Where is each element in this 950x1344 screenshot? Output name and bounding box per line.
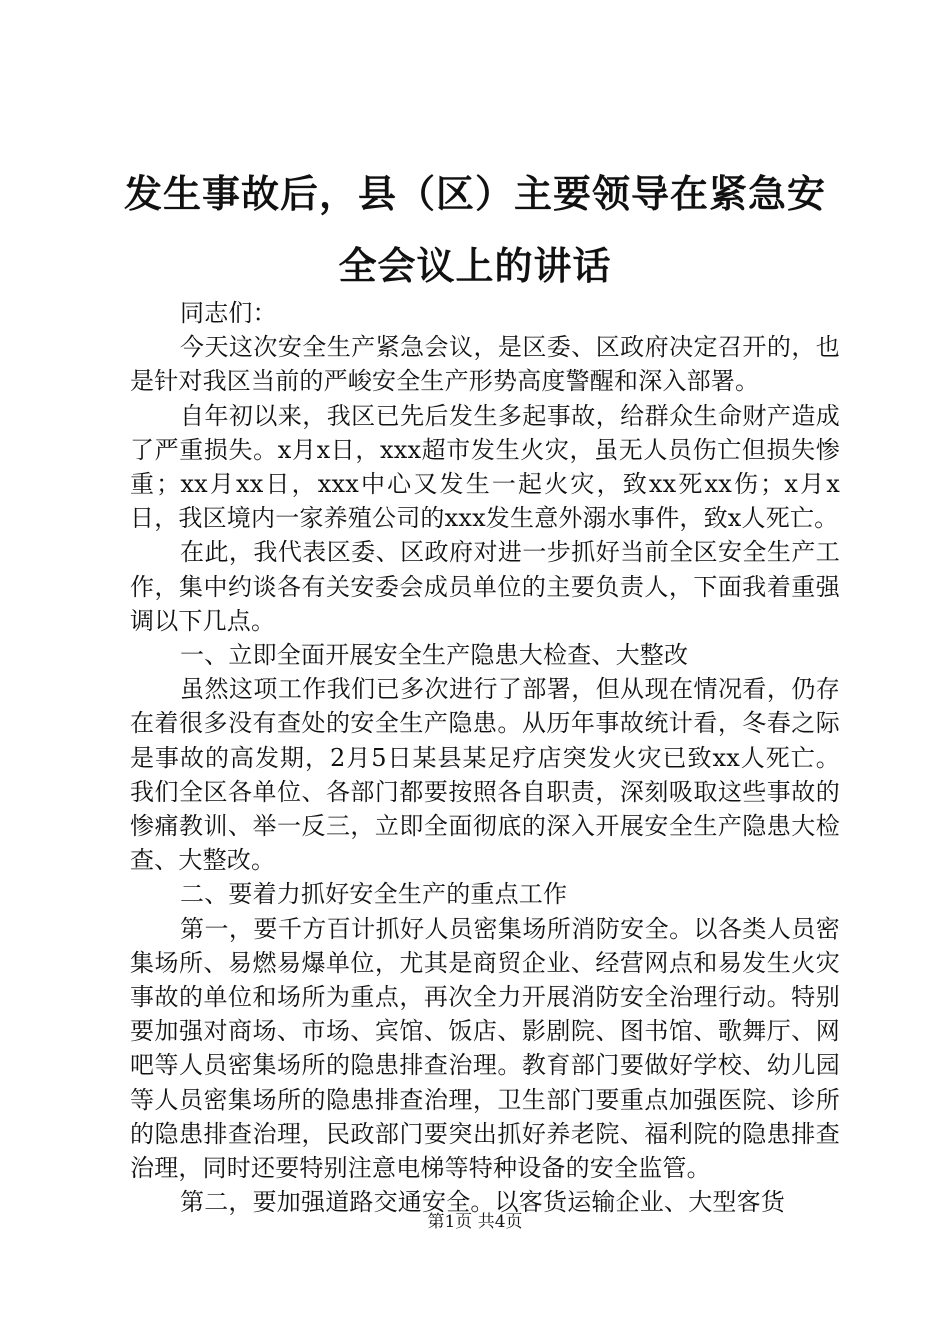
salutation: 同志们： <box>180 299 277 327</box>
section-heading-1: 一、立即全面开展安全生产隐患大检查、大整改 <box>180 641 689 670</box>
paragraph: 今天这次安全生产紧急会议，是区委、区政府决定召开的，也是针对我区当前的严峻安全生产形势高度警醒和深入部署。 <box>130 333 840 396</box>
paragraph: 虽然这项工作我们已多次进行了部署，但从现在情况看，仍存在着很多没有查处的安全生产隐患。从历年事故统计看，冬春之际是事故的高发期，2月5日某县某足疗店突发火灾已致xx人死亡。我们全区各单位、各部门都要按照各自职责，深刻吸取这些事故的惨痛教训、举一反三，立即全面彻底的深入开展安全生产隐患大检查、大整改。 <box>130 675 840 875</box>
paragraph: 第二，要加强道路交通安全。以客货运输企业、大型客货 <box>180 1188 785 1217</box>
paragraph: 自年初以来，我区已先后发生多起事故，给群众生命财产造成了严重损失。x月x日，xxx超市发生火灾，虽无人员伤亡但损失惨重；xx月xx日，xxx中心又发生一起火灾，致xx死xx伤；x月x日，我区境内一家养殖公司的xxx发生意外溺水事件，致x人死亡。 <box>130 401 840 533</box>
paragraph: 第一，要千方百计抓好人员密集场所消防安全。以各类人员密集场所、易燃易爆单位，尤其是商贸企业、经营网点和易发生火灾事故的单位和场所为重点，再次全力开展消防安全治理行动。特别要加强对商场、市场、宾馆、饭店、影剧院、图书馆、歌舞厅、网吧等人员密集场所的隐患排查治理。教育部门要做好学校、幼儿园等人员密集场所的隐患排查治理，卫生部门要重点加强医院、诊所的隐患排查治理，民政部门要突出抓好养老院、福利院的隐患排查治理，同时还要特别注意电梯等特种设备的安全监管。 <box>130 914 840 1183</box>
section-heading-2: 二、要着力抓好安全生产的重点工作 <box>180 880 568 909</box>
page-footer: 第1页 共4页 <box>427 1212 523 1232</box>
document-title: 发生事故后，县（区）主要领导在紧急安全会议上的讲话 <box>123 172 826 288</box>
document-body <box>130 296 840 1219</box>
paragraph: 在此，我代表区委、区政府对进一步抓好当前全区安全生产工作，集中约谈各有关安委会成员单位的主要负责人，下面我着重强调以下几点。 <box>130 538 840 635</box>
